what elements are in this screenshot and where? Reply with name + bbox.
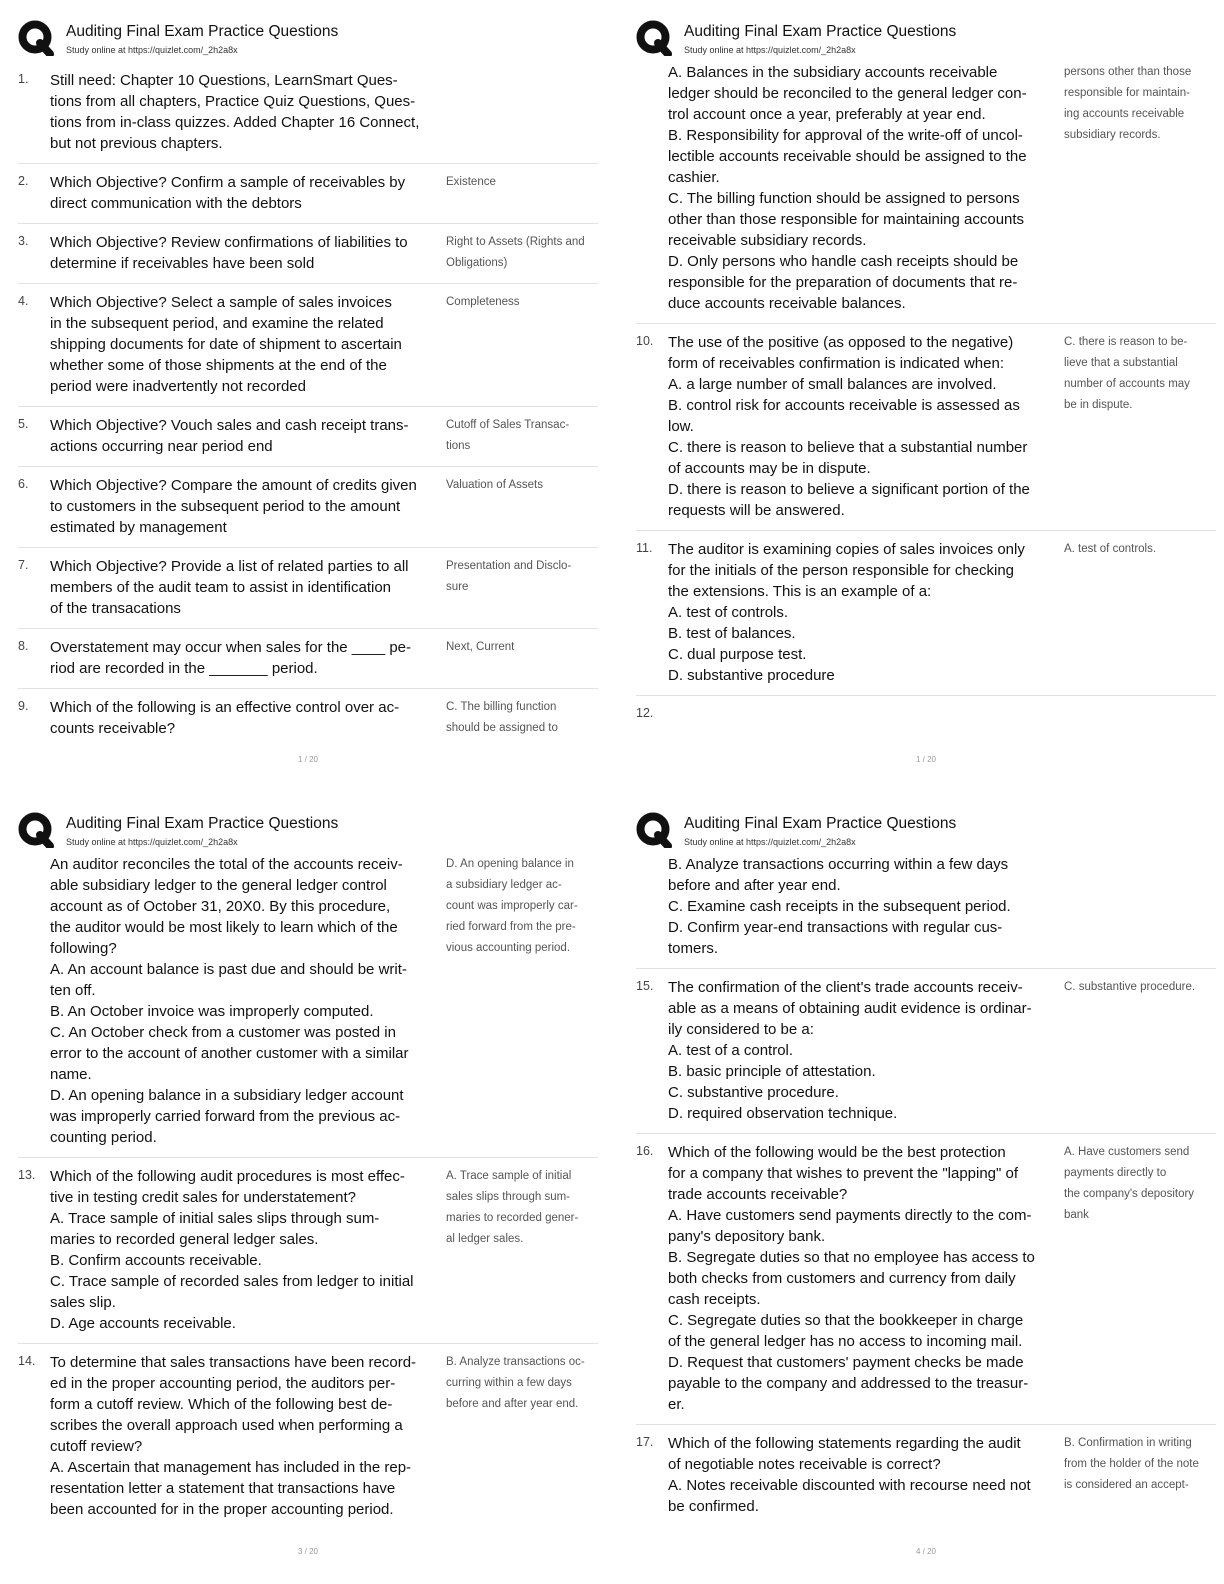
question-number: 17. (636, 1435, 654, 1449)
page-title: Auditing Final Exam Practice Questions (684, 815, 957, 832)
question-row (18, 689, 598, 748)
page-header (636, 808, 1216, 854)
page-header (18, 808, 598, 854)
page-footer: 1 / 20 (297, 755, 318, 764)
quizlet-logo-icon (636, 812, 672, 848)
answer-text: Presentation and Disclo- sure (446, 560, 572, 593)
answer-text: C. there is reason to be- lieve that a substantial number of accounts may be in dispute. (1064, 336, 1190, 411)
question-row (18, 407, 598, 467)
question-text: Which Objective? Confirm a sample of receivables by direct communication with the debtors (50, 174, 406, 212)
question-text: Which Objective? Vouch sales and cash receipt trans- actions occurring near period end (50, 417, 409, 455)
answer-text: B. Analyze transactions oc- curring within a few days before and after year end. (446, 1356, 585, 1410)
question-row (636, 1425, 1216, 1526)
question-row (636, 324, 1216, 531)
answer-text: A. Trace sample of initial sales slips through sum- maries to recorded gener- al ledger sales. (446, 1170, 579, 1245)
question-number: 10. (636, 334, 654, 348)
answer-text: persons other than those responsible for maintain- ing accounts receivable subsidiary records. (1064, 66, 1192, 141)
answer-text: C. substantive procedure. (1064, 981, 1196, 993)
question-text: Which of the following statements regarding the audit of negotiable notes receivable is correct? A. Notes receivable discounted with recourse need not be confirmed. (668, 1435, 1031, 1515)
question-text: An auditor reconciles the total of the accounts receiv- able subsidiary ledger to the general ledger control account as of October 31, 20X0. By this procedure, the auditor would be most likely to learn which of the following? A. An account balance is past due and should be writ- ten off. B. An October invoice was improperly computed. C. An October check from a customer was posted in error to the account of another customer with a similar name. D. An opening balance in a subsidiary ledger account was improperly carried forward from the previous ac- counting period. (50, 856, 409, 1146)
page-title: Auditing Final Exam Practice Questions (684, 23, 957, 40)
question-number: 9. (18, 699, 29, 713)
question-number: 16. (636, 1144, 654, 1158)
question-row (636, 696, 1216, 729)
document-page-3 (18, 808, 598, 1578)
answer-text: Valuation of Assets (446, 479, 543, 491)
question-number: 14. (18, 1354, 36, 1368)
question-number: 12. (636, 706, 654, 720)
question-row (18, 1344, 598, 1529)
question-row (636, 1134, 1216, 1425)
answer-text (440, 70, 598, 154)
question-number (18, 854, 50, 1148)
page-header (18, 16, 598, 62)
question-number: 7. (18, 558, 29, 572)
study-link[interactable]: Study online at https://quizlet.com/_2h2a8x (684, 45, 856, 55)
answer-text (1058, 854, 1216, 959)
question-row (636, 854, 1216, 969)
page-footer: 3 / 20 (297, 1547, 318, 1556)
question-row (18, 467, 598, 548)
document-page-1 (18, 16, 598, 786)
question-text: The confirmation of the client's trade accounts receiv- able as a means of obtaining audit evidence is ordinar- ily considered to be a: A. test of a control. B. basic principle of attestation. C. substantive procedure. D. required observation technique. (668, 979, 1032, 1122)
answer-text: Cutoff of Sales Transac- tions (446, 419, 570, 452)
question-row (18, 548, 598, 629)
answer-text: Completeness (446, 296, 520, 308)
page-footer: 1 / 20 (915, 755, 936, 764)
study-link[interactable]: Study online at https://quizlet.com/_2h2a8x (66, 837, 238, 847)
question-row (18, 62, 598, 164)
document-page-4 (636, 808, 1216, 1578)
question-row (18, 164, 598, 224)
question-number: 6. (18, 477, 29, 491)
answer-text: Next, Current (446, 641, 515, 653)
question-text: Which of the following audit procedures is most effec- tive in testing credit sales for understatement? A. Trace sample of initial sales slips through sum- maries to recorded general ledger sales. B. Confirm accounts receivable. C. Trace sample of recorded sales from ledger to initial sales slip. D. Age accounts receivable. (50, 1168, 414, 1332)
question-text: Still need: Chapter 10 Questions, LearnSmart Ques- tions from all chapters, Practice Quiz Questions, Ques- tions from in-class quizzes. Added Chapter 16 Connect, but not previous chapters. (50, 72, 420, 152)
answer-text (1058, 704, 1216, 720)
question-number: 8. (18, 639, 29, 653)
question-text (668, 704, 1058, 720)
question-row (636, 969, 1216, 1134)
question-number: 15. (636, 979, 654, 993)
question-row (18, 224, 598, 284)
question-row (18, 629, 598, 689)
answer-text: C. The billing function should be assigned to (446, 701, 558, 734)
question-row (636, 531, 1216, 696)
question-text: Which Objective? Select a sample of sales invoices in the subsequent period, and examine the related shipping documents for date of shipment to ascertain whether some of those shipments at the end of the period were inadvertently not recorded (50, 294, 402, 395)
question-text: The use of the positive (as opposed to the negative) form of receivables confirmation is indicated when: A. a large number of small balances are involved. B. control risk for accounts receivable is assessed as low. C. there is reason to believe that a substantial number of accounts may be in dispute. D. there is reason to believe a significant portion of the requests will be answered. (668, 334, 1030, 519)
answer-text: Existence (446, 176, 496, 188)
question-number: 13. (18, 1168, 36, 1182)
question-number: 4. (18, 294, 29, 308)
question-text: Which Objective? Review confirmations of liabilities to determine if receivables have been sold (50, 234, 408, 272)
page-title: Auditing Final Exam Practice Questions (66, 23, 339, 40)
question-text: Which of the following is an effective control over ac- counts receivable? (50, 699, 400, 737)
question-text: Overstatement may occur when sales for the ____ pe- riod are recorded in the _______ period. (50, 639, 412, 677)
question-number: 11. (636, 541, 653, 555)
question-row (18, 854, 598, 1158)
quizlet-logo-icon (18, 20, 54, 56)
question-number: 2. (18, 174, 29, 188)
question-number (636, 62, 668, 314)
question-number: 3. (18, 234, 29, 248)
quizlet-logo-icon (18, 812, 54, 848)
page-title: Auditing Final Exam Practice Questions (66, 815, 339, 832)
question-text: The auditor is examining copies of sales invoices only for the initials of the person responsible for checking the extensions. This is an example of a: A. test of controls. B. test of balances. C. dual purpose test. D. substantive procedure (668, 541, 1025, 684)
answer-text: A. Have customers send payments directly to the company's depository bank (1064, 1146, 1195, 1221)
quizlet-logo-icon (636, 20, 672, 56)
question-text: To determine that sales transactions have been record- ed in the proper accounting period, the auditors per- form a cutoff review. Which of the following best de- scribes the overall approach used when performing a cutoff review? A. Ascertain that management has included in the rep- resentation letter a statement that transactions have been accounted for in the proper accounting period. (50, 1354, 417, 1518)
document-page-2 (636, 16, 1216, 786)
page-footer: 4 / 20 (915, 1547, 936, 1556)
question-text: A. Balances in the subsidiary accounts receivable ledger should be reconciled to the general ledger con- trol account once a year, preferably at year end. B. Responsibility for approval of the write-off of uncol- lectible accounts receivable should be assigned to the cashier. C. The billing function should be assigned to persons other than those responsible for maintaining accounts receivable subsidiary records. D. Only persons who handle cash receipts should be responsible for the preparation of documents that re- duce accounts receivable balances. (668, 64, 1027, 312)
answer-text: A. test of controls. (1064, 543, 1157, 555)
question-text: Which Objective? Compare the amount of credits given to customers in the subsequent period to the amount estimated by management (50, 477, 417, 536)
answer-text: D. An opening balance in a subsidiary ledger ac- count was improperly car- ried forward from the pre- vious accounting period. (446, 858, 578, 954)
question-number (636, 854, 668, 959)
question-number: 5. (18, 417, 29, 431)
question-row (636, 62, 1216, 324)
question-text: Which of the following would be the best protection for a company that wishes to prevent the "lapping" of trade accounts receivable? A. Have customers send payments directly to the com- pany's depository bank. B. Segregate duties so that no employee has access to both checks from customers and currency from daily cash receipts. C. Segregate duties so that the bookkeeper in charge of the general ledger has no access to incoming mail. D. Request that customers' payment checks be made payable to the company and addressed to the treasur- er. (668, 1144, 1035, 1413)
answer-text: B. Confirmation in writing from the holder of the note is considered an accept- (1064, 1437, 1199, 1491)
answer-text: Right to Assets (Rights and Obligations) (446, 236, 585, 269)
question-text: Which Objective? Provide a list of related parties to all members of the audit team to assist in identification of the transacations (50, 558, 409, 617)
study-link[interactable]: Study online at https://quizlet.com/_2h2a8x (66, 45, 238, 55)
question-text: B. Analyze transactions occurring within a few days before and after year end. C. Examine cash receipts in the subsequent period. D. Confirm year-end transactions with regular cus- tomers. (668, 856, 1011, 957)
question-number: 1. (18, 72, 29, 86)
question-row (18, 1158, 598, 1344)
question-row (18, 284, 598, 407)
study-link[interactable]: Study online at https://quizlet.com/_2h2a8x (684, 837, 856, 847)
page-header (636, 16, 1216, 62)
